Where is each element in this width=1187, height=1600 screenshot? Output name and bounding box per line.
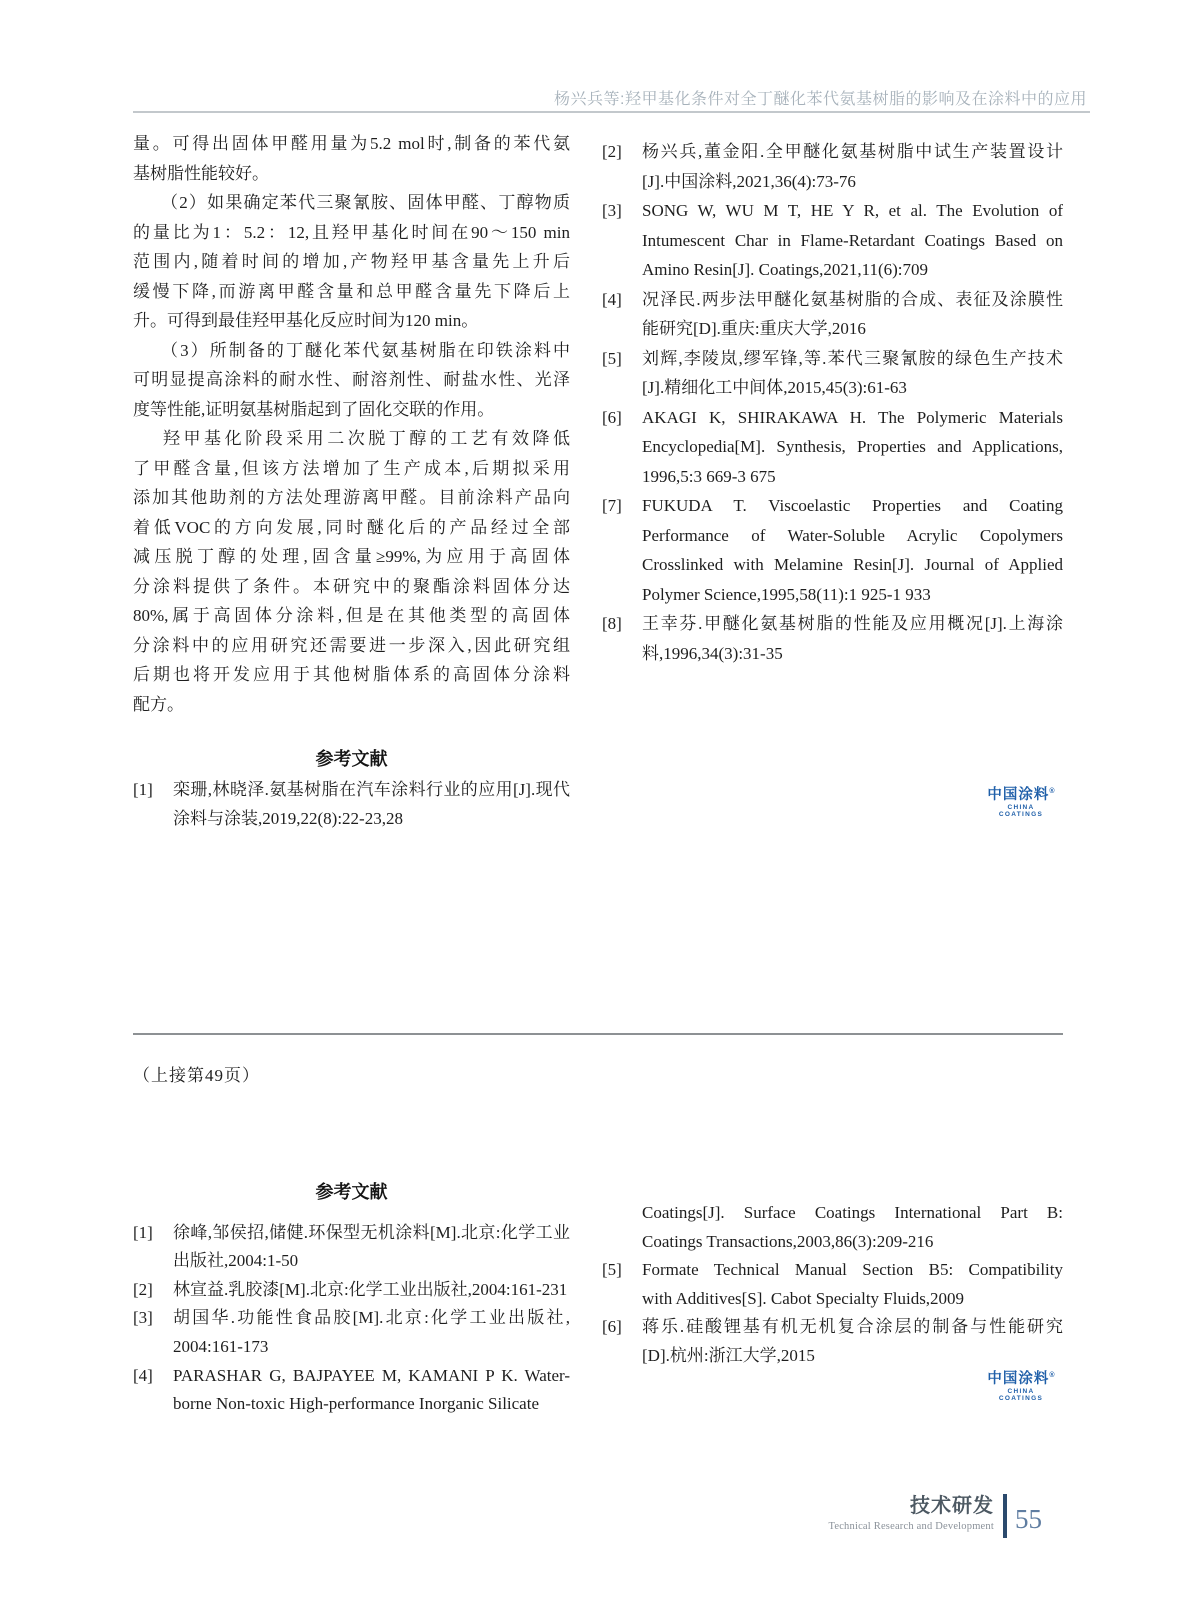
text-line: Crosslinked with Melamine Resin[J]. Journal of Applied xyxy=(642,555,1063,574)
footer-divider-bar xyxy=(1003,1494,1007,1538)
text-line: SONG W, WU M T, HE Y R, et al. The Evolution of xyxy=(642,201,1063,220)
text-line: 胡国华.功能性食品胶[M].北京:化学工业出版社, xyxy=(173,1308,570,1328)
text-line: 1996,5:3 669-3 675 xyxy=(642,466,776,486)
page-footer xyxy=(828,1494,1042,1538)
text-line: 2004:161-173 xyxy=(173,1336,269,1356)
footer-section-labels xyxy=(828,1494,994,1538)
reference-item xyxy=(602,1313,1063,1370)
text-line: Performance of Water-Soluble Acrylic Copolymers xyxy=(642,525,1063,545)
text-line: 涂料与涂装,2019,22(8):22-23,28 xyxy=(173,809,403,828)
reference-item xyxy=(602,403,1063,492)
text-line: Amino Resin[J]. Coatings,2021,11(6):709 xyxy=(642,260,928,279)
logo-en-text: CHINA COATINGS xyxy=(998,803,1044,818)
reference-label: [6] xyxy=(602,1317,622,1337)
reference-label: [7] xyxy=(602,496,622,515)
logo-cn-text: 中国涂料® xyxy=(987,786,1055,803)
reference-label: [6] xyxy=(602,407,622,427)
reference-item xyxy=(602,491,1063,609)
continued-from-note: （上接第49页） xyxy=(133,1066,260,1085)
logo-en-text: CHINA COATINGS xyxy=(998,1387,1044,1402)
reference-label: [5] xyxy=(602,348,622,368)
text-line: 羟甲基化阶段采用二次脱丁醇的工艺有效降低 xyxy=(163,429,570,448)
reference-label: [8] xyxy=(602,614,622,633)
reference-list xyxy=(133,775,570,834)
text-line: 的量比为1：5.2：12,且羟甲基化时间在90～150 min xyxy=(133,222,570,242)
reference-text xyxy=(642,1199,1063,1256)
reference-label: [5] xyxy=(602,1260,622,1280)
footer-section-cn: 技术研发 xyxy=(910,1495,994,1517)
top-left-column xyxy=(133,129,570,834)
reference-text xyxy=(642,403,1063,492)
text-line: 况泽民.两步法甲醚化氨基树脂的合成、表征及涂膜性 xyxy=(642,289,1063,309)
text-line: 范围内,随着时间的增加,产物羟甲基含量先上升后 xyxy=(133,252,570,271)
text-line: 蒋乐.硅酸锂基有机无机复合涂层的制备与性能研究 xyxy=(642,1317,1063,1337)
text-line: with Additives[S]. Cabot Specialty Fluids,2009 xyxy=(642,1288,965,1308)
bottom-section xyxy=(133,1178,1063,1419)
text-line: 了甲醛含量,但该方法增加了生产成本,后期拟采用 xyxy=(133,458,570,478)
text-line: AKAGI K, SHIRAKAWA H. The Polymeric Materials xyxy=(642,407,1063,427)
footer-section-en: Technical Research and Development xyxy=(828,1521,994,1532)
text-line: Intumescent Char in Flame-Retardant Coatings Based on xyxy=(642,230,1063,250)
text-line: （3）所制备的丁醚化苯代氨基树脂在印铁涂料中 xyxy=(161,340,570,360)
reference-item xyxy=(133,1276,570,1305)
text-line: 林宣益.乳胶漆[M].北京:化学工业出版社,2004:161-231 xyxy=(173,1279,568,1299)
top-right-column xyxy=(602,129,1063,834)
running-title: 杨兴兵等:羟甲基化条件对全丁醚化苯代氨基树脂的影响及在涂料中的应用 xyxy=(554,91,1087,108)
text-line: 量。可得出固体甲醛用量为5.2 mol时,制备的苯代氨 xyxy=(133,134,570,153)
reference-label: [4] xyxy=(133,1365,153,1385)
text-line: 升。可得到最佳羟甲基化反应时间为120 min。 xyxy=(133,311,479,330)
text-line: [J].中国涂料,2021,36(4):73-76 xyxy=(642,171,856,191)
registered-mark-icon: ® xyxy=(1049,1372,1055,1379)
reference-text xyxy=(173,1304,570,1361)
reference-text xyxy=(173,775,570,834)
reference-text xyxy=(642,1256,1063,1313)
text-line: 分涂料中的应用研究还需要进一步深入,因此研究组 xyxy=(133,635,570,655)
china-coatings-logo xyxy=(984,784,1058,818)
text-line: Encyclopedia[M]. Synthesis, Properties and Applications, xyxy=(642,437,1063,456)
logo-cn-text: 中国涂料® xyxy=(987,1370,1055,1387)
reference-item xyxy=(602,1256,1063,1313)
text-line: [J].精细化工中间体,2015,45(3):61-63 xyxy=(642,378,907,397)
text-line: 度等性能,证明氨基树脂起到了固化交联的作用。 xyxy=(133,399,495,419)
reference-label: [2] xyxy=(133,1279,153,1299)
reference-label: [4] xyxy=(602,289,622,309)
text-line: （2）如果确定苯代三聚氰胺、固体甲醛、丁醇物质 xyxy=(161,193,570,212)
reference-text xyxy=(642,491,1063,609)
text-line: 配方。 xyxy=(133,694,184,714)
registered-mark-icon: ® xyxy=(1049,788,1055,795)
header-rule xyxy=(133,111,1090,113)
reference-list xyxy=(602,137,1063,668)
text-line: 着低VOC的方向发展,同时醚化后的产品经过全部 xyxy=(133,517,570,537)
reference-item xyxy=(602,285,1063,344)
reference-label xyxy=(602,1199,642,1256)
top-section xyxy=(133,129,1063,834)
text-line: 基树脂性能较好。 xyxy=(133,163,269,183)
text-line: 减压脱丁醇的处理,固含量≥99%,为应用于高固体 xyxy=(133,547,570,566)
conclusion-paragraphs xyxy=(133,129,570,719)
text-line: 能研究[D].重庆:重庆大学,2016 xyxy=(642,319,866,338)
reference-item xyxy=(133,1362,570,1419)
reference-text xyxy=(642,344,1063,403)
reference-item xyxy=(602,609,1063,668)
bottom-left-column xyxy=(133,1178,570,1419)
reference-text xyxy=(642,285,1063,344)
text-line: Coatings Transactions,2003,86(3):209-216 xyxy=(642,1231,934,1251)
reference-text xyxy=(173,1219,570,1276)
text-line: 刘辉,李陵岚,缪军锋,等.苯代三聚氰胺的绿色生产技术 xyxy=(642,348,1063,368)
reference-label: [3] xyxy=(602,201,622,220)
text-line: PARASHAR G, BAJPAYEE M, KAMANI P K. Water- xyxy=(173,1365,570,1385)
reference-list xyxy=(133,1219,570,1419)
reference-text xyxy=(642,137,1063,196)
reference-item xyxy=(133,775,570,834)
text-line: 缓慢下降,而游离甲醛含量和总甲醛含量先下降后上 xyxy=(133,281,570,301)
text-line: 分涂料提供了条件。本研究中的聚酯涂料固体分达 xyxy=(133,576,570,596)
text-line: 杨兴兵,董金阳.全甲醚化氨基树脂中试生产装置设计 xyxy=(642,142,1063,161)
reference-label: [2] xyxy=(602,142,622,161)
reference-item xyxy=(602,344,1063,403)
reference-label: [3] xyxy=(133,1308,153,1328)
reference-text xyxy=(642,609,1063,668)
text-line: 80%,属于高固体分涂料,但是在其他类型的高固体 xyxy=(133,606,570,625)
text-line: 可明显提高涂料的耐水性、耐溶剂性、耐盐水性、光泽 xyxy=(133,370,570,389)
reference-item xyxy=(602,137,1063,196)
text-line: 出版社,2004:1-50 xyxy=(173,1251,299,1271)
text-line: Coatings[J]. Surface Coatings International Part B: xyxy=(642,1203,1063,1222)
text-line: 王幸芬.甲醚化氨基树脂的性能及应用概况[J].上海涂 xyxy=(642,614,1063,633)
text-line: 徐峰,邹侯招,储健.环保型无机涂料[M].北京:化学工业 xyxy=(173,1222,570,1242)
reference-text xyxy=(642,1313,1063,1370)
text-line: Formate Technical Manual Section B5: Compatibility xyxy=(642,1260,1063,1280)
text-line: 料,1996,34(3):31-35 xyxy=(642,643,783,663)
text-line: 栾珊,林晓泽.氨基树脂在汽车涂料行业的应用[J].现代 xyxy=(173,779,570,799)
section-divider xyxy=(133,1033,1063,1035)
reference-text xyxy=(173,1276,570,1305)
references-heading: 参考文献 xyxy=(315,1182,388,1202)
text-line: [D].杭州:浙江大学,2015 xyxy=(642,1345,815,1365)
reference-text xyxy=(173,1362,570,1419)
reference-label: [1] xyxy=(133,1222,153,1242)
reference-label: [1] xyxy=(133,779,153,799)
text-line: Polymer Science,1995,58(11):1 925-1 933 xyxy=(642,584,931,604)
page-number: 55 xyxy=(1015,1504,1042,1534)
china-coatings-logo xyxy=(984,1368,1058,1402)
text-line: 添加其他助剂的方法处理游离甲醛。目前涂料产品向 xyxy=(133,488,570,507)
text-line: 后期也将开发应用于其他树脂体系的高固体分涂料 xyxy=(133,665,570,684)
reference-text xyxy=(642,196,1063,285)
reference-list xyxy=(602,1199,1063,1371)
text-line: FUKUDA T. Viscoelastic Properties and Coating xyxy=(642,496,1063,515)
reference-item xyxy=(602,1199,1063,1256)
reference-item xyxy=(602,196,1063,285)
reference-item xyxy=(133,1304,570,1361)
references-heading: 参考文献 xyxy=(315,749,388,769)
text-line: borne Non-toxic High-performance Inorganic Silicate xyxy=(173,1394,539,1414)
reference-item xyxy=(133,1219,570,1276)
